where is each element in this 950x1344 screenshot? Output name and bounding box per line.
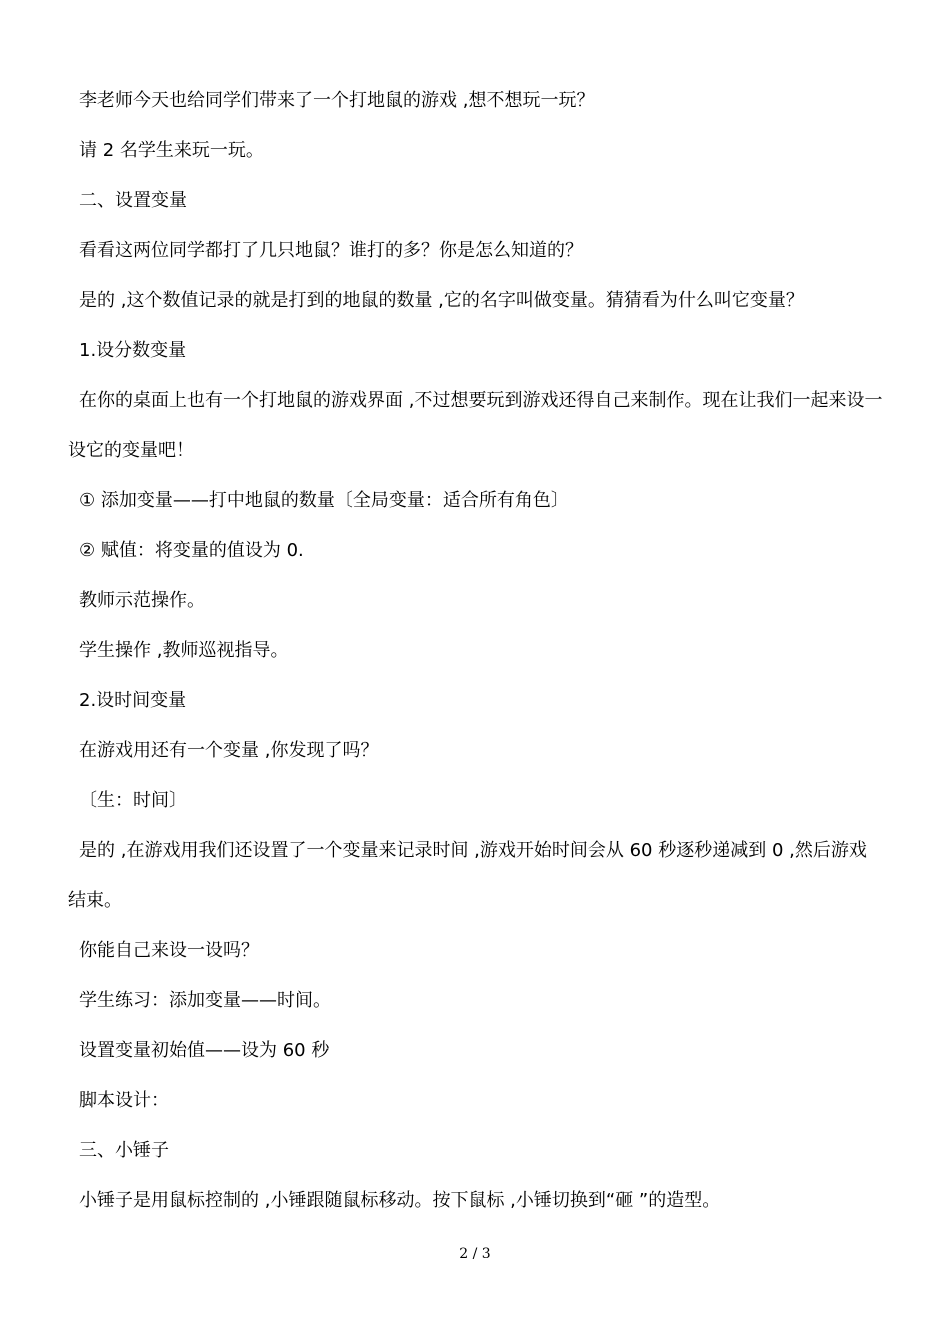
section-heading: 二、设置变量 (79, 190, 187, 211)
paragraph: 请 2 名学生来玩一玩。 (79, 140, 264, 161)
subsection-heading: 1.设分数变量 (79, 340, 187, 361)
paragraph: 在游戏用还有一个变量 ,你发现了吗？ (79, 740, 379, 761)
paragraph: 看看这两位同学都打了几只地鼠？谁打的多？你是怎么知道的？ (79, 240, 583, 261)
paragraph: 小锤子是用鼠标控制的 ,小锤跟随鼠标移动。按下鼠标 ,小锤切换到“砸 ”的造型。 (79, 1190, 721, 1211)
paragraph: 是的 ,在游戏用我们还设置了一个变量来记录时间 ,游戏开始时间会从 60 秒逐秒递减到 0 ,然后游戏结束。 (68, 840, 867, 911)
list-item: ② 赋值：将变量的值设为 0. (79, 540, 304, 561)
paragraph: 教师示范操作。 (79, 590, 205, 611)
paragraph: 李老师今天也给同学们带来了一个打地鼠的游戏 ,想不想玩一玩？ (79, 90, 595, 111)
list-item: ① 添加变量——打中地鼠的数量〔全局变量：适合所有角色〕 (79, 490, 569, 511)
paragraph: 学生操作 ,教师巡视指导。 (79, 640, 289, 661)
document-body (68, 76, 884, 1226)
paragraph: 〔生：时间〕 (79, 790, 187, 811)
paragraph: 学生练习：添加变量——时间。 (79, 990, 331, 1011)
paragraph: 是的 ,这个数值记录的就是打到的地鼠的数量 ,它的名字叫做变量。猜猜看为什么叫它变量？ (79, 290, 804, 311)
paragraph: 你能自己来设一设吗？ (79, 940, 259, 961)
paragraph: 脚本设计： (79, 1090, 169, 1111)
section-heading: 三、小锤子 (79, 1140, 169, 1161)
paragraph: 在你的桌面上也有一个打地鼠的游戏界面 ,不过想要玩到游戏还得自己来制作。现在让我们一起来设一设它的变量吧！ (68, 390, 883, 461)
subsection-heading: 2.设时间变量 (79, 690, 187, 711)
page-number: 2 / 3 (459, 1246, 491, 1262)
paragraph: 设置变量初始值——设为 60 秒 (79, 1040, 330, 1061)
